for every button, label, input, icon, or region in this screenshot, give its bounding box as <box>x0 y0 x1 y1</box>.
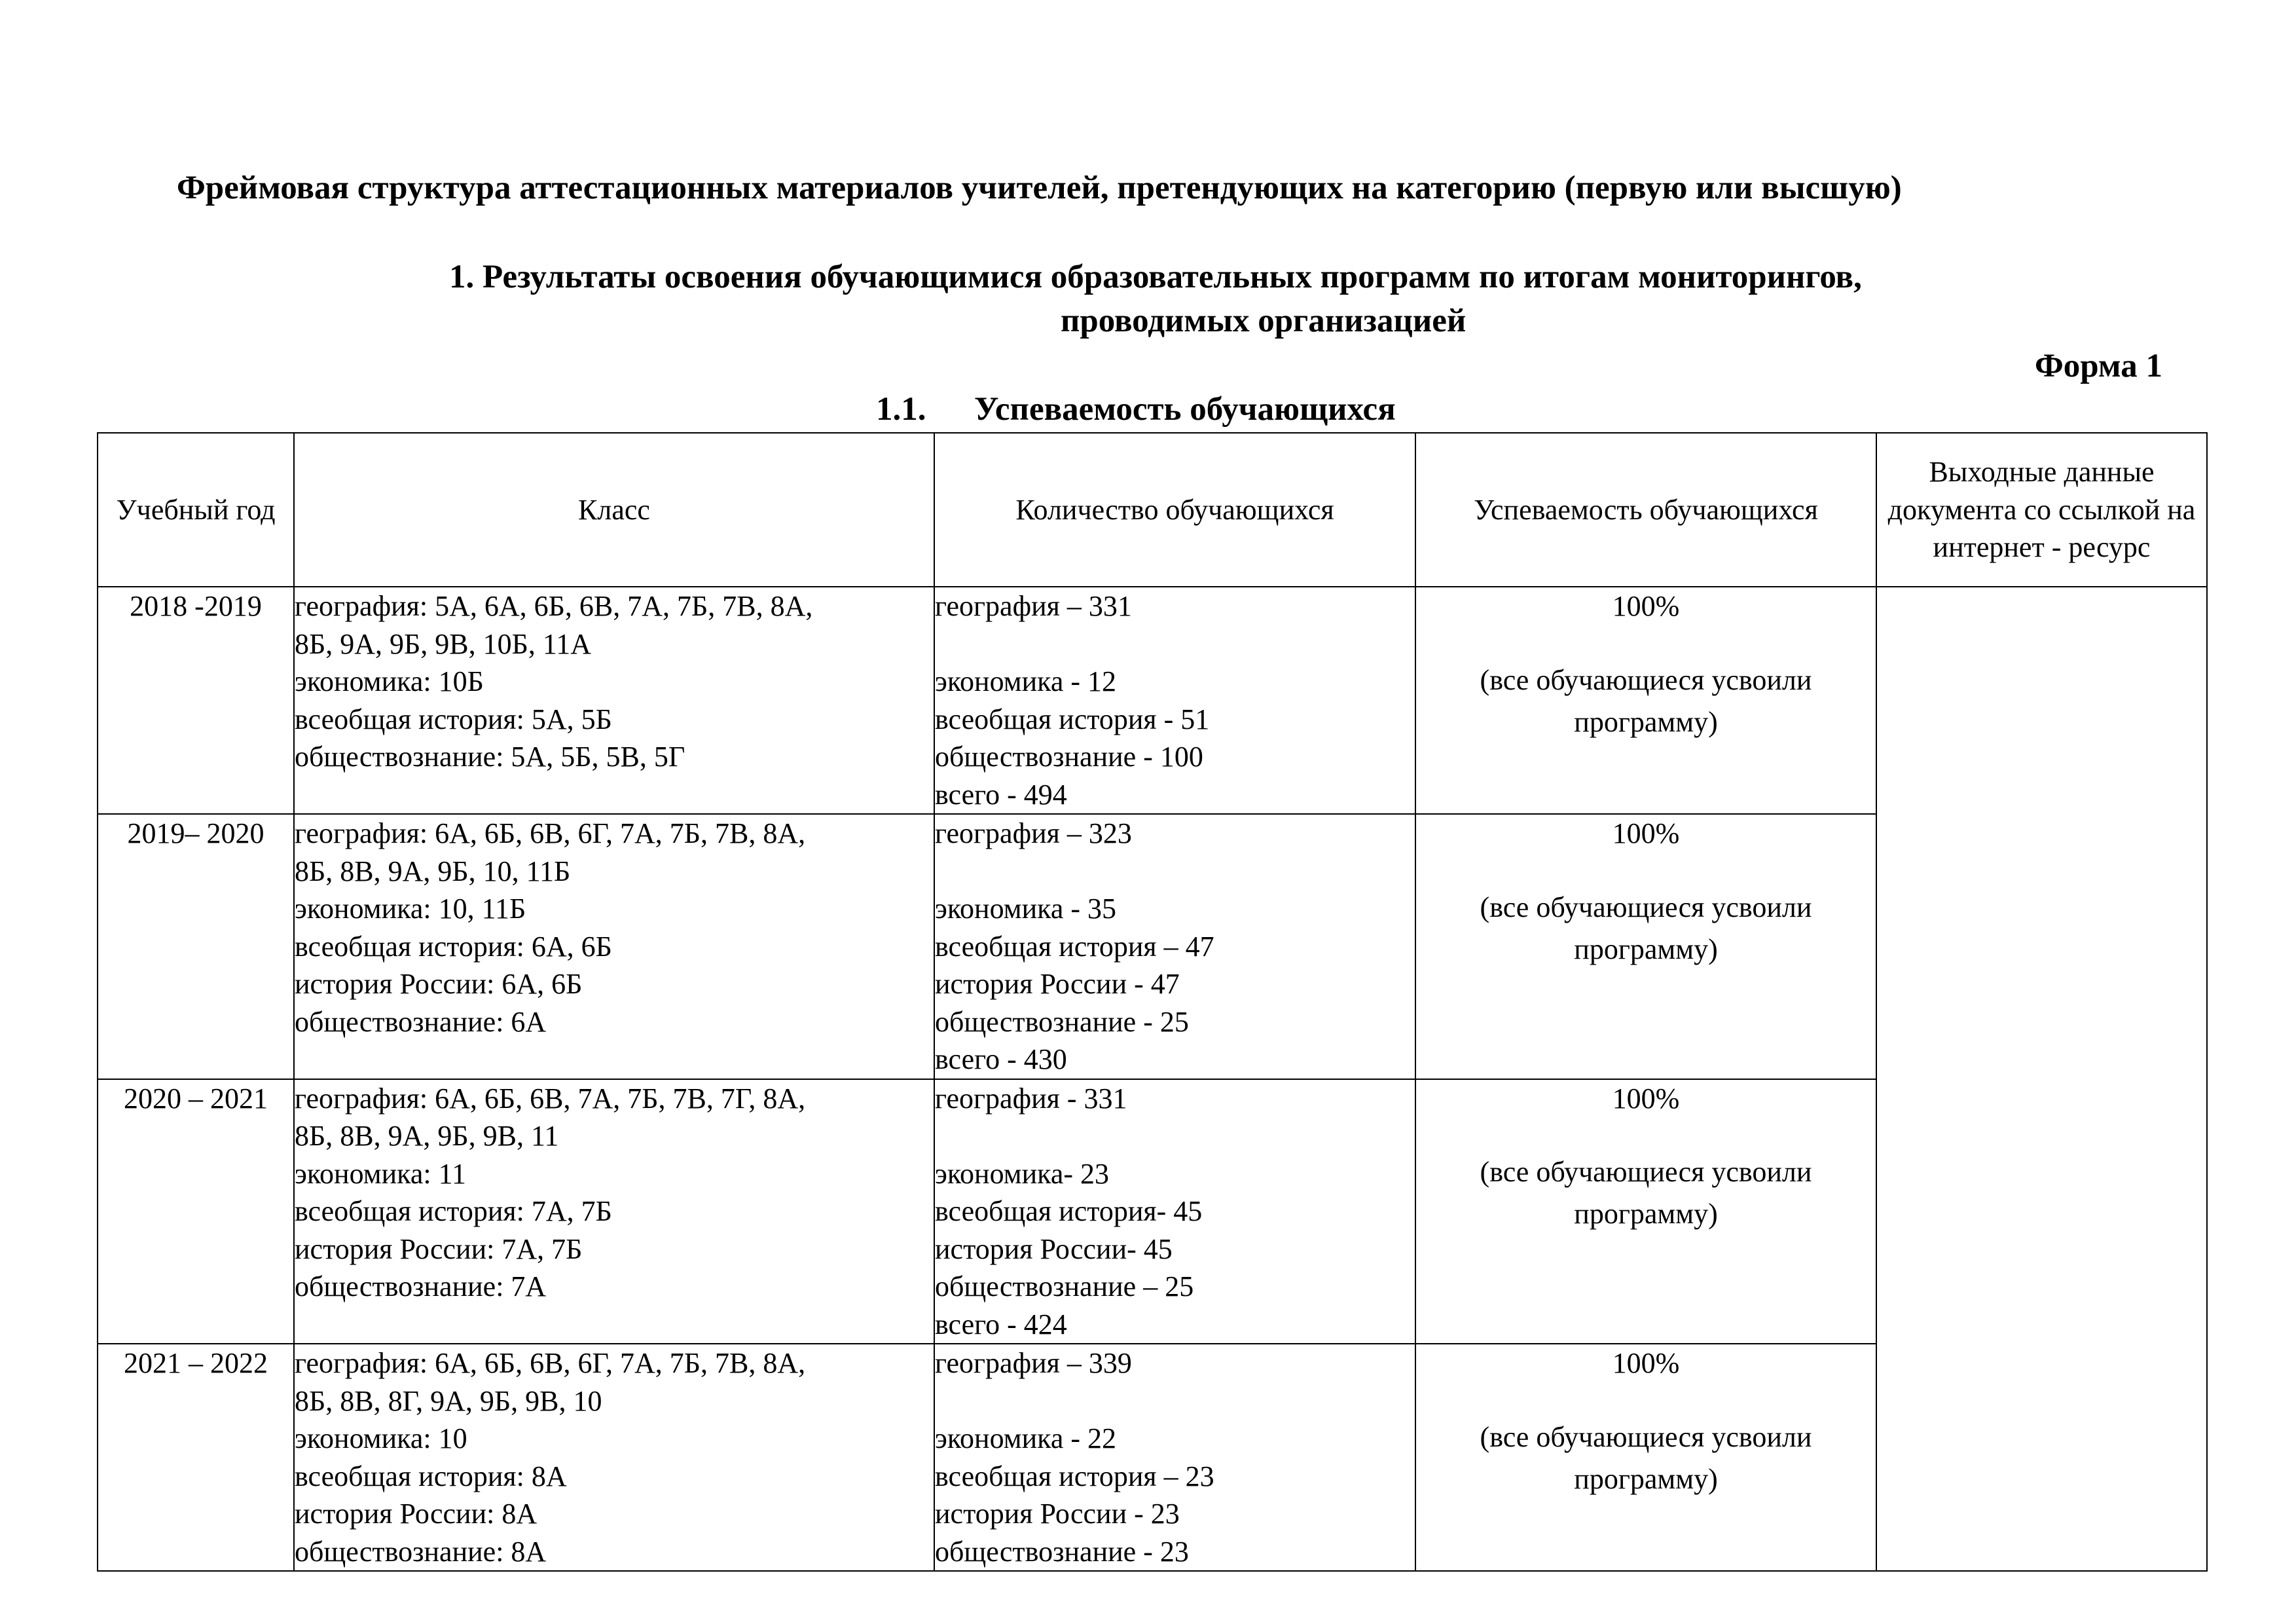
source-cell <box>1876 587 2207 1571</box>
header-class: Класс <box>294 433 934 587</box>
table-header-row <box>98 433 2207 587</box>
year-cell: 2018 -2019 <box>98 587 294 814</box>
counts-cell: география – 331 экономика - 12 всеобщая история - 51 обществознание - 100 всего - 494 <box>934 587 1415 814</box>
header-year: Учебный год <box>98 433 294 587</box>
section-heading-line-1: 1. Результаты освоения обучающимися образовательных программ по итогам мониторингов, <box>449 259 1862 295</box>
table-row <box>98 587 2207 814</box>
counts-cell: география – 323 экономика - 35 всеобщая история – 47 история России - 47 обществознание - 25 всего - 430 <box>934 814 1415 1079</box>
document-title: Фреймовая структура аттестационных материалов учителей, претендующих на категорию (первую или высшую) <box>177 170 1902 206</box>
year-cell: 2020 – 2021 <box>98 1079 294 1344</box>
counts-cell: география - 331 экономика- 23 всеобщая история- 45 история России- 45 обществознание – 25 всего - 424 <box>934 1079 1415 1344</box>
performance-note: (все обучающиеся усвоили программу) <box>1480 891 1812 965</box>
classes-cell: география: 5А, 6А, 6Б, 6В, 7А, 7Б, 7В, 8А, 8Б, 9А, 9Б, 9В, 10Б, 11А экономика: 10Б всеобщая история: 5А, 5Б обществознание: 5А, 5Б, 5В, 5Г <box>294 587 934 814</box>
form-label: Форма 1 <box>2035 348 2163 384</box>
performance-percent: 100% <box>1612 1347 1680 1379</box>
classes-cell: география: 6А, 6Б, 6В, 6Г, 7А, 7Б, 7В, 8А, 8Б, 8В, 9А, 9Б, 10, 11Б экономика: 10, 11Б всеобщая история: 6А, 6Б история России: 6А, 6Б обществознание: 6А <box>294 814 934 1079</box>
header-source: Выходные данные документа со ссылкой на интернет - ресурс <box>1876 433 2207 587</box>
performance-table <box>97 432 2208 1572</box>
performance-note: (все обучающиеся усвоили программу) <box>1480 1420 1812 1495</box>
subsection-heading <box>876 390 1396 428</box>
performance-percent: 100% <box>1612 1082 1680 1115</box>
header-count: Количество обучающихся <box>934 433 1415 587</box>
year-cell: 2021 – 2022 <box>98 1344 294 1571</box>
performance-percent: 100% <box>1612 817 1680 849</box>
performance-note: (все обучающиеся усвоили программу) <box>1480 663 1812 738</box>
section-heading-line-2: проводимых организацией <box>1061 303 1467 339</box>
performance-cell <box>1415 814 1876 1079</box>
performance-percent: 100% <box>1612 590 1680 622</box>
subsection-title: Успеваемость обучающихся <box>974 391 1396 428</box>
year-cell: 2019– 2020 <box>98 814 294 1079</box>
performance-note: (все обучающиеся усвоили программу) <box>1480 1156 1812 1230</box>
performance-cell <box>1415 1344 1876 1571</box>
classes-cell: география: 6А, 6Б, 6В, 7А, 7Б, 7В, 7Г, 8А, 8Б, 8В, 9А, 9Б, 9В, 11 экономика: 11 всеобщая история: 7А, 7Б история России: 7А, 7Б обществознание: 7А <box>294 1079 934 1344</box>
counts-cell: география – 339 экономика - 22 всеобщая история – 23 история России - 23 обществознание - 23 <box>934 1344 1415 1571</box>
subsection-number: 1.1. <box>876 391 926 428</box>
classes-cell: география: 6А, 6Б, 6В, 6Г, 7А, 7Б, 7В, 8А, 8Б, 8В, 8Г, 9А, 9Б, 9В, 10 экономика: 10 всеобщая история: 8А история России: 8А обществознание: 8А <box>294 1344 934 1571</box>
performance-cell <box>1415 1079 1876 1344</box>
header-performance: Успеваемость обучающихся <box>1415 433 1876 587</box>
performance-cell <box>1415 587 1876 814</box>
